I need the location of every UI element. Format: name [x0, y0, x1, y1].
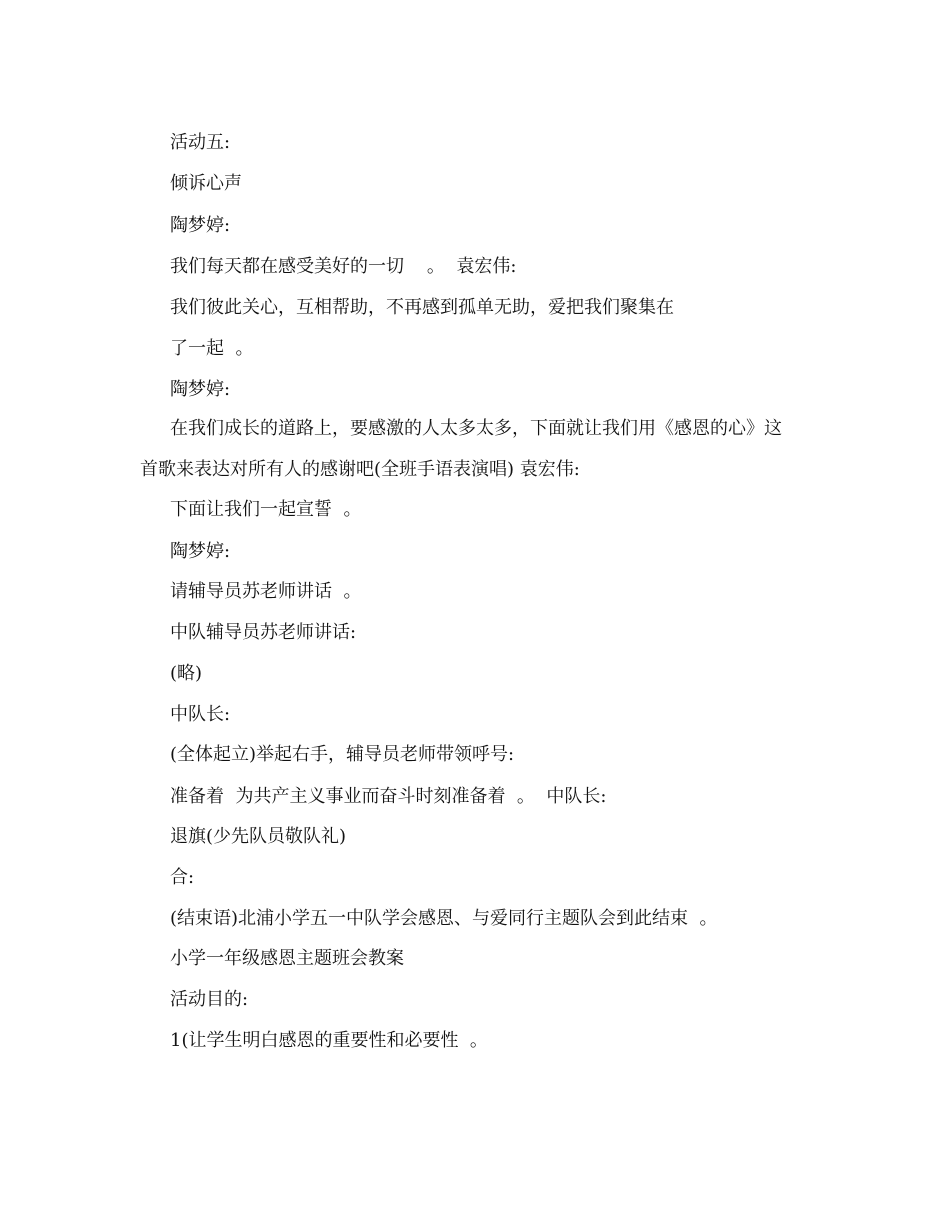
text-line: 我们每天都在感受美好的一切 。 袁宏伟:	[170, 256, 517, 277]
text-line: 了一起 。	[170, 338, 254, 359]
text-line: 准备着 为共产主义事业而奋斗时刻准备着 。 中队长:	[170, 786, 607, 807]
text-line: 首歌来表达对所有人的感谢吧(全班手语表演唱) 袁宏伟:	[140, 459, 580, 480]
text-line: 在我们成长的道路上，要感激的人太多太多，下面就让我们用《感恩的心》这	[170, 418, 782, 439]
text-line: 中队辅导员苏老师讲话:	[170, 622, 357, 643]
text-line: 陶梦婷:	[170, 379, 231, 400]
text-line: 1(让学生明白感恩的重要性和必要性 。	[170, 1030, 488, 1051]
text-line: (全体起立)举起右手，辅导员老师带领呼号:	[170, 744, 515, 765]
text-line: 请辅导员苏老师讲话 。	[170, 581, 362, 602]
text-line: 倾诉心声	[170, 173, 242, 194]
text-line: 活动目的:	[170, 989, 249, 1010]
text-line: (结束语)北浦小学五一中队学会感恩、与爱同行主题队会到此结束 。	[170, 908, 718, 929]
text-line: 陶梦婷:	[170, 215, 231, 236]
text-line: 合:	[170, 867, 195, 888]
text-line: 我们彼此关心，互相帮助，不再感到孤单无助，爱把我们聚集在	[170, 297, 674, 318]
text-line: 中队长:	[170, 704, 231, 725]
text-line: 陶梦婷:	[170, 541, 231, 562]
text-line: (略)	[170, 663, 203, 684]
text-line: 退旗(少先队员敬队礼)	[170, 826, 347, 847]
text-line: 下面让我们一起宣誓 。	[170, 499, 362, 520]
text-line: 活动五:	[170, 132, 231, 153]
text-line: 小学一年级感恩主题班会教案	[170, 948, 404, 969]
